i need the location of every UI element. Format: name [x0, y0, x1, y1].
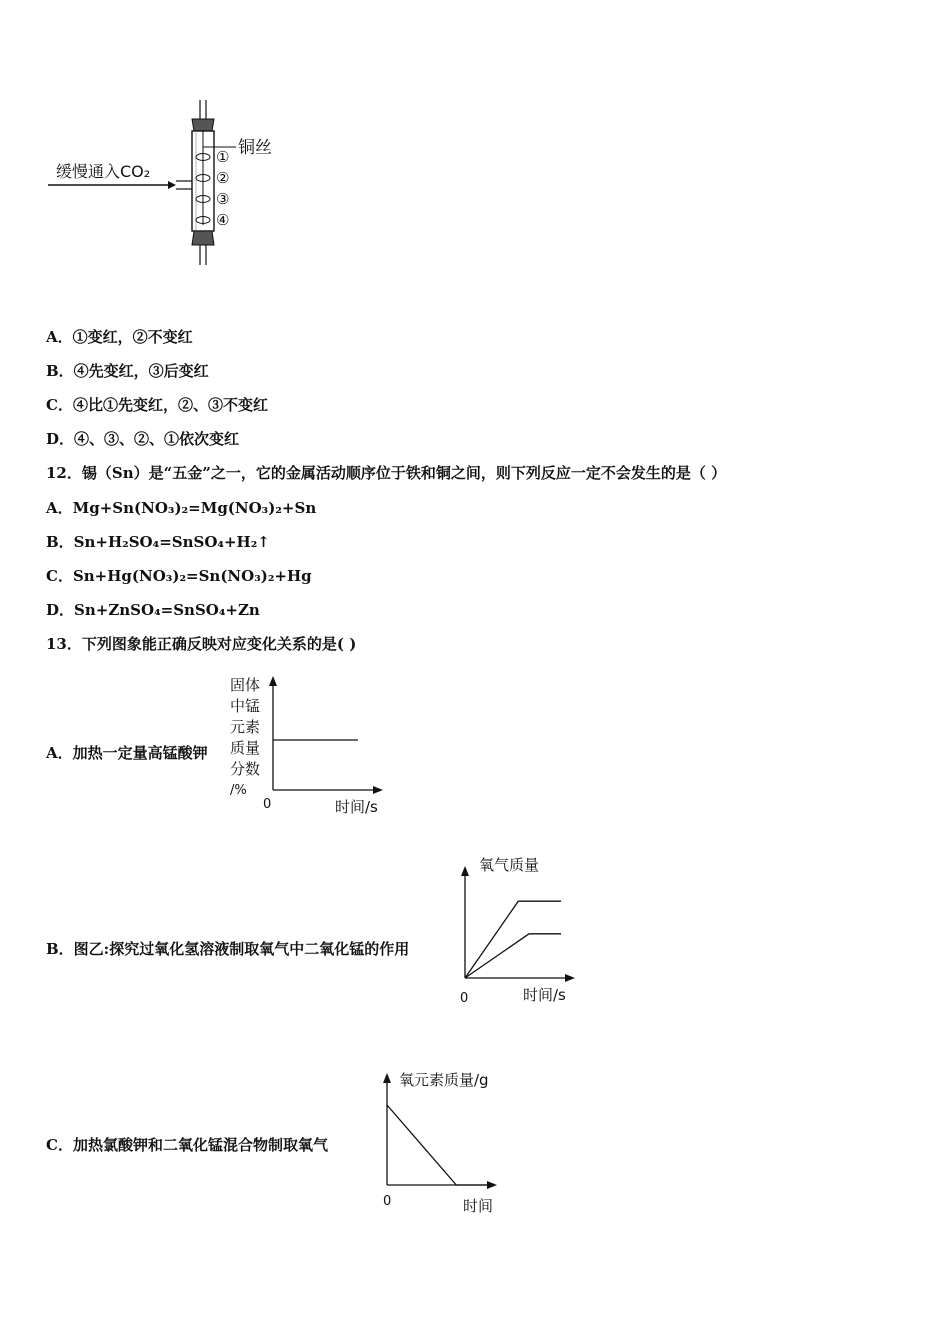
q13-option-a: A．加热一定量高锰酸钾: [46, 744, 208, 762]
chart-b-x-arrow: [565, 974, 575, 982]
chart-a-y-arrow: [269, 676, 277, 686]
chart-a-ylabel-line-3: 元素: [230, 718, 261, 736]
chart-b-y-arrow: [461, 866, 469, 876]
chart-a-ylabel-line-2: 中锰: [230, 697, 261, 715]
q11-option-b: B．④先变红，③后变红: [46, 362, 209, 380]
chart-a-origin: 0: [263, 797, 272, 812]
chart-b-ylabel: 氧气质量: [479, 856, 540, 874]
chart-b-origin: 0: [460, 991, 469, 1006]
chart-b-series-2: [465, 934, 561, 978]
chart-c-xlabel: 时间: [463, 1197, 494, 1215]
q11-option-a: A．①变红，②不变红: [46, 328, 193, 346]
q12-option-d: D．Sn+ZnSO₄=SnSO₄+Zn: [46, 601, 260, 619]
chart-a-ylabel-line-4: 质量: [230, 739, 261, 757]
chart-b: [455, 850, 585, 1010]
chart-c: [375, 1065, 525, 1225]
chart-c-y-arrow: [383, 1073, 391, 1083]
chart-c-origin: 0: [383, 1194, 392, 1209]
chart-a-ylabel-line-1: 固体: [230, 676, 261, 694]
q11-option-c: C．④比①先变红，②、③不变红: [46, 396, 268, 414]
q13-stem: 13．下列图象能正确反映对应变化关系的是( ): [46, 635, 357, 653]
marker-3: ③: [216, 190, 230, 208]
marker-1: ①: [216, 148, 230, 166]
wire-label: 铜丝: [238, 138, 272, 158]
chart-b-series-1: [465, 901, 561, 978]
chart-c-ylabel: 氧元素质量/g: [399, 1071, 489, 1089]
q11-option-d: D．④、③、②、①依次变红: [46, 430, 240, 448]
marker-2: ②: [216, 169, 230, 187]
q13-option-b: B．图乙:探究过氧化氢溶液制取氧气中二氧化锰的作用: [46, 940, 410, 958]
top-stopper: [192, 119, 214, 131]
inlet-label: 缓慢通入CO₂: [56, 162, 151, 181]
chart-a: [225, 670, 395, 820]
co2-apparatus-figure: [40, 95, 300, 270]
chart-a-ylabel-line-6: /%: [230, 783, 247, 798]
q12-option-a: A．Mg+Sn(NO₃)₂=Mg(NO₃)₂+Sn: [46, 499, 317, 517]
q12-option-c: C．Sn+Hg(NO₃)₂=Sn(NO₃)₂+Hg: [46, 567, 312, 585]
inlet-arrow-head: [168, 181, 176, 189]
chart-a-xlabel: 时间/s: [335, 798, 378, 816]
chart-c-series-1: [387, 1105, 491, 1185]
chart-b-xlabel: 时间/s: [523, 986, 566, 1004]
chart-a-ylabel-line-5: 分数: [230, 760, 261, 778]
marker-4: ④: [216, 211, 230, 229]
q12-option-b: B．Sn+H₂SO₄=SnSO₄+H₂↑: [46, 533, 270, 551]
chart-a-x-arrow: [373, 786, 383, 794]
q12-stem: 12．锡（Sn）是“五金”之一，它的金属活动顺序位于铁和铜之间，则下列反应一定不会发生的是（ ）: [46, 464, 727, 482]
bottom-stopper: [192, 231, 214, 245]
q13-option-c: C．加热氯酸钾和二氧化锰混合物制取氧气: [46, 1136, 328, 1154]
